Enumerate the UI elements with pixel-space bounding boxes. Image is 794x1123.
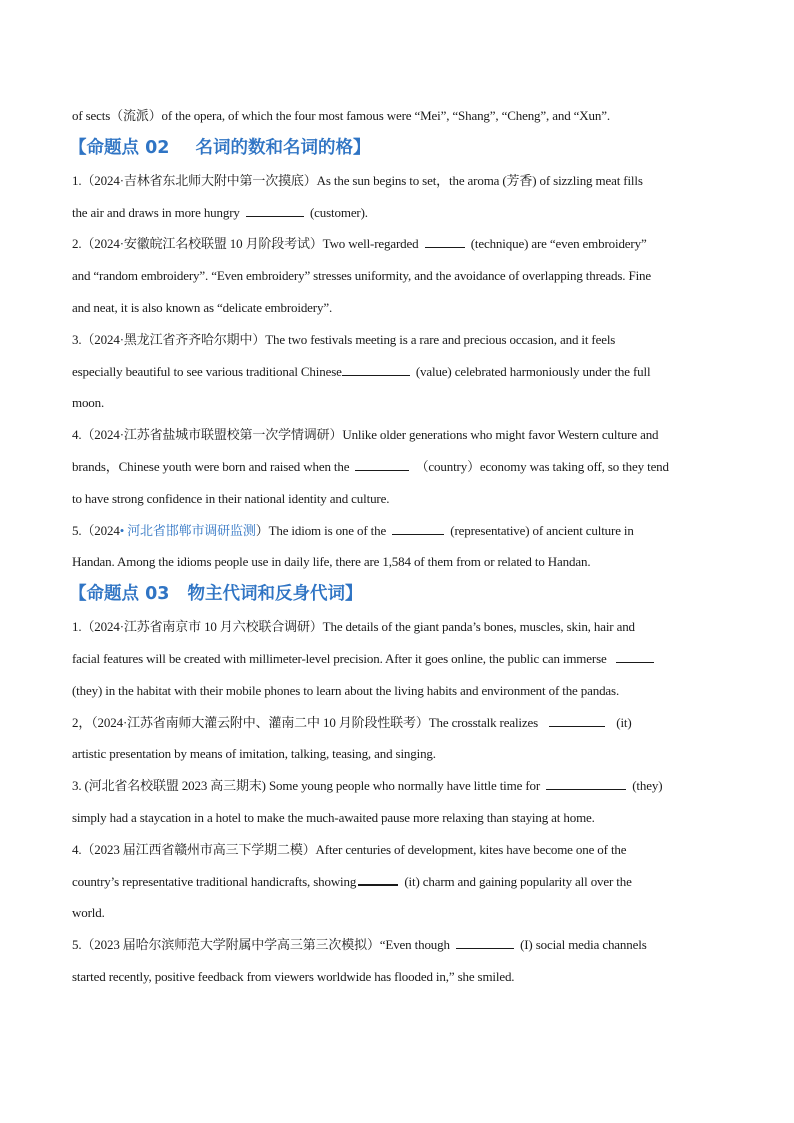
question-line: country’s representative traditional handicrafts, showing (it) charm and gaining popularity all over the bbox=[72, 873, 632, 889]
section-heading-03 bbox=[69, 579, 722, 609]
question-line: world. bbox=[72, 905, 105, 921]
answer-blank[interactable] bbox=[425, 235, 465, 248]
question-line: 4.（2024·江苏省盐城市联盟校第一次学情调研）Unlike older generations who might favor Western culture and bbox=[72, 427, 659, 443]
question-item bbox=[72, 770, 722, 834]
question-line: artistic presentation by means of imitation, talking, teasing, and singing. bbox=[72, 746, 436, 762]
question-line: 2，（2024·江苏省南师大灌云附中、灌南二中 10 月阶段性联考）The crosstalk realizes (it) bbox=[72, 714, 632, 730]
answer-blank[interactable] bbox=[392, 522, 444, 535]
question-line: 2.（2024·安徽皖江名校联盟 10 月阶段考试）Two well-regarded (technique) are “even embroidery” bbox=[72, 236, 647, 252]
question-item bbox=[72, 834, 722, 929]
question-line: 3. (河北省名校联盟 2023 高三期末) Some young people who normally have little time for (they) bbox=[72, 778, 663, 794]
question-line: 4.（2023 届江西省赣州市高三下学期二模）After centuries of development, kites have become one of the bbox=[72, 841, 627, 857]
answer-blank[interactable] bbox=[549, 714, 605, 727]
question-line: Handan. Among the idioms people use in daily life, there are 1,584 of them from or related to Handan. bbox=[72, 554, 591, 570]
question-line: 5.（2023 届哈尔滨师范大学附属中学高三第三次模拟）“Even though (I) social media channels bbox=[72, 937, 647, 953]
question-line: moon. bbox=[72, 395, 105, 411]
section-heading-02 bbox=[69, 133, 722, 163]
question-line: and neat, it is also known as “delicate embroidery”. bbox=[72, 299, 333, 315]
answer-blank[interactable] bbox=[616, 650, 654, 663]
question-line: 5.（2024• 河北省邯郸市调研监测）The idiom is one of the (representative) of ancient culture in bbox=[72, 522, 634, 538]
question-item bbox=[72, 324, 722, 419]
intro-line: of sects（流派）of the opera, of which the four most famous were “Mei”, “Shang”, “Cheng”, and “Xun”. bbox=[72, 108, 610, 123]
question-line: (they) in the habitat with their mobile phones to learn about the living habits and environment of the pandas. bbox=[72, 682, 620, 698]
question-line: 1.（2024·江苏省南京市 10 月六校联合调研）The details of the giant panda’s bones, muscles, skin, hair and bbox=[72, 619, 635, 635]
question-line: 3.（2024·黑龙江省齐齐哈尔期中）The two festivals meeting is a rare and precious occasion, and it feels bbox=[72, 331, 616, 347]
question-item bbox=[72, 165, 722, 229]
heading-title: 名词的数和名词的格】 bbox=[195, 137, 371, 158]
heading-title: 物主代词和反身代词】 bbox=[187, 584, 363, 605]
question-source: • 河北省邯郸市调研监测 bbox=[119, 522, 256, 538]
question-item bbox=[72, 611, 722, 706]
question-item bbox=[72, 419, 722, 514]
question-line: started recently, positive feedback from viewers worldwide has flooded in,” she smiled. bbox=[72, 968, 515, 984]
question-line: facial features will be created with millimeter-level precision. After it goes online, the public can immerse bbox=[72, 643, 722, 675]
answer-blank[interactable] bbox=[342, 363, 410, 376]
answer-blank[interactable] bbox=[246, 204, 304, 217]
question-line: especially beautiful to see various traditional Chinese (value) celebrated harmoniously under the full bbox=[72, 363, 651, 379]
heading-code: 【命题点 03 bbox=[69, 584, 170, 605]
question-line: simply had a staycation in a hotel to make the much-awaited pause more relaxing than staying at home. bbox=[72, 809, 595, 825]
question-line: and “random embroidery”. “Even embroidery” stresses uniformity, and the avoidance of overlapping threads. Fine bbox=[72, 268, 652, 284]
document-page bbox=[69, 100, 722, 993]
question-line: brands，Chinese youth were born and raised when the （country）economy was taking off, so they tend bbox=[72, 458, 669, 474]
answer-blank[interactable] bbox=[358, 872, 398, 886]
question-line: 1.（2024·吉林省东北师大附中第一次摸底）As the sun begins to set，the aroma (芳香) of sizzling meat fills bbox=[72, 172, 643, 188]
answer-blank[interactable] bbox=[456, 936, 514, 949]
question-item bbox=[72, 515, 722, 579]
heading-code: 【命题点 02 bbox=[69, 137, 170, 158]
answer-blank[interactable] bbox=[355, 458, 409, 471]
question-line: the air and draws in more hungry (customer). bbox=[72, 204, 368, 220]
answer-blank[interactable] bbox=[546, 777, 626, 790]
question-item bbox=[72, 707, 722, 771]
question-line: to have strong confidence in their national identity and culture. bbox=[72, 490, 390, 506]
question-item bbox=[72, 929, 722, 993]
question-item bbox=[72, 228, 722, 323]
